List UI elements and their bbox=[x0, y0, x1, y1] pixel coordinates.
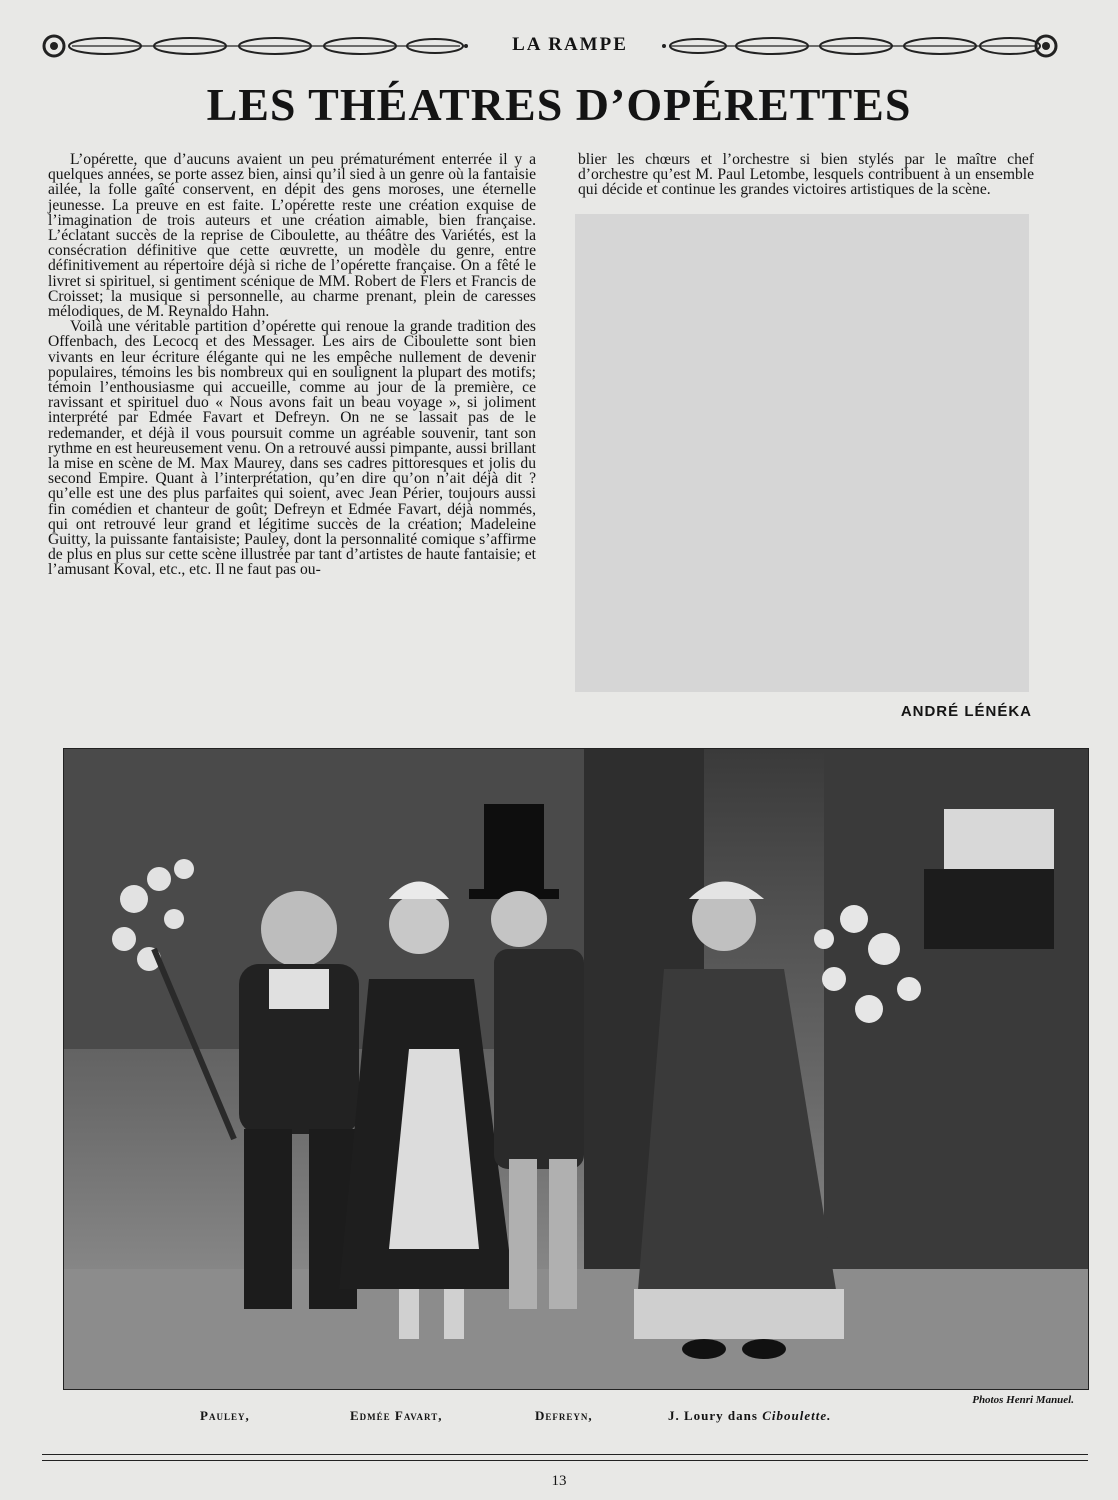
footer-rule bbox=[42, 1460, 1088, 1461]
article-title: LES THÉATRES D’OPÉRETTES bbox=[206, 79, 912, 130]
photo-captions bbox=[0, 1408, 1118, 1428]
blank-inset-area bbox=[575, 214, 1029, 692]
stage-photograph-image bbox=[64, 749, 1088, 1389]
laurel-ornament-left-icon bbox=[40, 32, 470, 60]
article-column-right bbox=[578, 152, 1034, 198]
caption-loury bbox=[668, 1408, 831, 1424]
footer-rule bbox=[42, 1454, 1088, 1455]
caption-pauley: Pauley, bbox=[200, 1408, 250, 1423]
caption-edmee-favart: Edmée Favart, bbox=[350, 1408, 443, 1423]
caption-loury-name: J. Loury dans bbox=[668, 1408, 763, 1423]
caption-loury-title: Ciboulette. bbox=[762, 1408, 832, 1423]
author-signature: ANDRÉ LÉNÉKA bbox=[900, 703, 1032, 720]
stage-photograph bbox=[63, 748, 1089, 1390]
page-header bbox=[40, 28, 1060, 62]
caption-defreyn: Defreyn, bbox=[535, 1408, 593, 1423]
laurel-ornament-right-icon bbox=[660, 32, 1060, 60]
article-paragraph: blier les chœurs et l’orchestre si bien stylés par le maître chef d’orchestre qu’est M. Paul Letombe, lesquels contribuent à un ensemble qui décide et continue les grandes victoires artistiques de la scène. bbox=[578, 151, 1034, 199]
article-paragraph: L’opérette, que d’aucuns avaient un peu prématurément enterrée il y a quelques années, se porte assez bien, ainsi qu’il sied à un genre où la fantaisie ailée, la folle gaîté conservent, en dépit des gens moroses, une éternelle jeunesse. La preuve en est faite. L’opérette reste une création exquise de l’imagination de trois auteurs et une création aimable, bien française. L’éclatant succès de la reprise de Ciboulette, au théâtre des Variétés, est la consécration définitive que cette œuvrette, un modèle du genre, entre définitivement au répertoire déjà si riche de l’opérette française. On a fêté le livret si spirituel, si gentiment scénique de MM. Robert de Flers et Francis de Croisset; la musique si personnelle, au charme prenant, plein de caresses mélodiques, de M. Reynaldo Hahn. bbox=[48, 151, 536, 321]
journal-name: LA RAMPE bbox=[512, 34, 628, 55]
article-column-left bbox=[48, 152, 536, 578]
article-paragraph: Voilà une véritable partition d’opérette qui renoue la grande tradition des Offenbach, des Lecocq et des Messager. Les airs de Ciboulette sont bien vivants en leur écriture élégante qui ne les empêche nullement de devenir populaires, témoins les bis nombreux qui en soulignent la plupart des motifs; témoin l’enthousiasme qui accueille, comme au jour de la première, ce ravissant et spirituel duo « Nous avons fait un beau voyage », si joliment interprété par Edmée Favart et Defreyn. On ne se lassait pas de le redemander, et déjà il vous poursuit comme un agréable souvenir, tant son rythme en est heureusement venu. On a retrouvé aussi pimpante, aussi brillant la mise en scène de M. Max Maurey, dans ses cadres pittoresques et jolis du second Empire. Quant à l’interprétation, qu’en dire qu’on n’ait déjà dit ? qu’elle est une des plus parfaites qui soient, avec Jean Périer, toujours aussi fin comédien et chanteur de goût; Defreyn et Edmée Favart, déjà nommés, qui ont retrouvé leur grand et légitime succès de la création; Madeleine Guitty, la puissante fantaisiste; Pauley, dont la personnalité comique s’affirme de plus en plus sur cette scène illustrée par tant d’artistes de haute fantaisie; et l’amusant Koval, etc., etc. Il ne faut pas ou- bbox=[48, 318, 536, 579]
page-number: 13 bbox=[551, 1473, 567, 1489]
photo-credit: Photos Henri Manuel. bbox=[972, 1394, 1074, 1406]
